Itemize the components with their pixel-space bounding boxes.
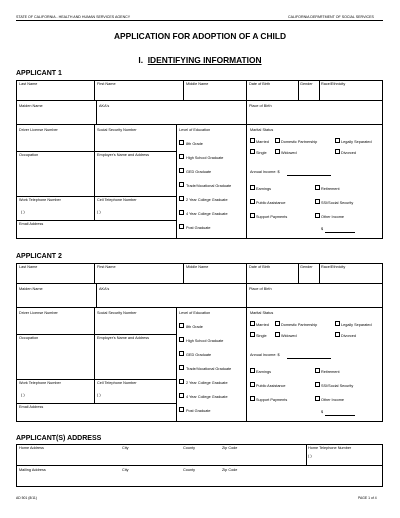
income-option: Public Assistance	[256, 384, 286, 388]
education-checkbox[interactable]	[179, 407, 184, 412]
employer-field[interactable]: Employer's Name and Address	[97, 336, 150, 340]
marital-checkbox[interactable]	[250, 149, 255, 154]
marital-checkbox[interactable]	[335, 149, 340, 154]
page-number: PAGE 1 of 4	[358, 496, 377, 500]
maiden-name-field[interactable]: Maiden Name	[19, 104, 43, 108]
education-option: 4 Year College Graduate	[186, 395, 228, 399]
marital-option: Divorced	[341, 334, 356, 338]
marital-option: Domestic Partnership	[281, 323, 318, 327]
middle-name-field[interactable]: Middle Name	[186, 82, 209, 86]
ssn-field[interactable]: Social Security Number	[97, 128, 137, 132]
address-box	[16, 444, 383, 487]
other-income-amount[interactable]: $	[321, 410, 324, 414]
income-option: Retirement	[321, 370, 340, 374]
header-department: CALIFORNIA DEPARTMENT OF SOCIAL SERVICES	[288, 15, 374, 19]
income-option: Other Income	[321, 215, 345, 219]
education-option: Trade/Vocational Graduate	[186, 367, 232, 371]
place-of-birth-field[interactable]: Place of Birth	[249, 104, 272, 108]
mailing-city-field[interactable]: City	[122, 468, 129, 472]
income-checkbox[interactable]	[250, 185, 255, 190]
marital-option: Single	[256, 334, 267, 338]
education-option: Trade/Vocational Graduate	[186, 184, 232, 188]
home-address-field[interactable]: Home Address	[19, 446, 44, 450]
section-title	[0, 55, 400, 65]
marital-checkbox[interactable]	[250, 138, 255, 143]
education-option: 8th Grade	[186, 142, 203, 146]
first-name-field[interactable]: First Name	[97, 265, 116, 269]
income-option: Earnings	[256, 370, 271, 374]
employer-field[interactable]: Employer's Name and Address	[97, 153, 150, 157]
marital-checkbox[interactable]	[250, 321, 255, 326]
income-checkbox[interactable]	[315, 382, 320, 387]
education-checkbox[interactable]	[179, 210, 184, 215]
ssn-field[interactable]: Social Security Number	[97, 311, 137, 315]
home-phone-paren: ( )	[308, 454, 312, 458]
income-checkbox[interactable]	[315, 185, 320, 190]
education-option: 2 Year College Graduate	[186, 198, 228, 202]
education-checkbox[interactable]	[179, 140, 184, 145]
marital-checkbox[interactable]	[275, 149, 280, 154]
applicant-2-box	[16, 263, 383, 422]
cell-phone-paren: ( )	[97, 210, 101, 214]
income-checkbox[interactable]	[315, 396, 320, 401]
education-checkbox[interactable]	[179, 393, 184, 398]
race-ethnicity-field[interactable]: Race/Ethnicity	[321, 82, 346, 86]
applicant-1-box	[16, 80, 383, 239]
form-number: AD 501 (8/11)	[16, 496, 37, 500]
email-field[interactable]: Email Address	[19, 222, 44, 226]
marital-status-label: Marital Status	[250, 128, 274, 132]
race-ethnicity-field[interactable]: Race/Ethnicity	[321, 265, 346, 269]
income-checkbox[interactable]	[250, 396, 255, 401]
income-checkbox[interactable]	[315, 199, 320, 204]
home-zip-field[interactable]: Zip Code	[222, 446, 238, 450]
marital-checkbox[interactable]	[335, 332, 340, 337]
cell-phone-field[interactable]: Cell Telephone Number	[97, 198, 137, 202]
occupation-field[interactable]: Occupation	[19, 336, 39, 340]
education-option: High School Graduate	[186, 339, 224, 343]
income-checkbox[interactable]	[315, 213, 320, 218]
income-option: Support Payments	[256, 398, 288, 402]
marital-status-label: Marital Status	[250, 311, 274, 315]
education-checkbox[interactable]	[179, 351, 184, 356]
annual-income-field[interactable]: Annual Income: $	[250, 353, 280, 357]
other-income-amount[interactable]: $	[321, 227, 324, 231]
mailing-zip-field[interactable]: Zip Code	[222, 468, 238, 472]
aka-field[interactable]: AKA's	[99, 104, 110, 108]
applicant-1-title: APPLICANT 1	[16, 70, 62, 77]
marital-checkbox[interactable]	[275, 138, 280, 143]
marital-option: Legally Separated	[341, 323, 372, 327]
income-checkbox[interactable]	[315, 368, 320, 373]
address-title: APPLICANT(S) ADDRESS	[16, 435, 102, 442]
education-option: Post Graduate	[186, 226, 211, 230]
education-checkbox[interactable]	[179, 154, 184, 159]
marital-option: Domestic Partnership	[281, 140, 318, 144]
education-checkbox[interactable]	[179, 323, 184, 328]
marital-checkbox[interactable]	[335, 138, 340, 143]
marital-option: Married	[256, 323, 269, 327]
income-option: SSI/Social Security	[321, 384, 354, 388]
education-option: 2 Year College Graduate	[186, 381, 228, 385]
education-checkbox[interactable]	[179, 196, 184, 201]
education-checkbox[interactable]	[179, 337, 184, 342]
income-option: Earnings	[256, 187, 271, 191]
marital-checkbox[interactable]	[275, 321, 280, 326]
education-checkbox[interactable]	[179, 379, 184, 384]
education-checkbox[interactable]	[179, 365, 184, 370]
gender-field[interactable]: Gender	[300, 82, 313, 86]
income-checkbox[interactable]	[250, 213, 255, 218]
income-option: Other Income	[321, 398, 345, 402]
education-label: Level of Education	[179, 128, 211, 132]
education-checkbox[interactable]	[179, 224, 184, 229]
income-checkbox[interactable]	[250, 368, 255, 373]
education-option: Post Graduate	[186, 409, 211, 413]
mailing-county-field[interactable]: County	[183, 468, 196, 472]
work-phone-field[interactable]: Work Telephone Number	[19, 198, 61, 202]
education-checkbox[interactable]	[179, 168, 184, 173]
income-checkbox[interactable]	[250, 199, 255, 204]
gender-field[interactable]: Gender	[300, 265, 313, 269]
marital-checkbox[interactable]	[250, 332, 255, 337]
education-checkbox[interactable]	[179, 182, 184, 187]
section-name: IDENTIFYING INFORMATION	[147, 55, 262, 65]
aka-field[interactable]: AKA's	[99, 287, 110, 291]
first-name-field[interactable]: First Name	[97, 82, 116, 86]
mailing-address-field[interactable]: Mailing Address	[19, 468, 46, 472]
marital-option: Widowed	[281, 334, 297, 338]
income-option: Public Assistance	[256, 201, 286, 205]
marital-option: Divorced	[341, 151, 356, 155]
header-rule	[16, 20, 383, 21]
education-option: High School Graduate	[186, 156, 224, 160]
date-of-birth-field[interactable]: Date of Birth	[249, 82, 271, 86]
email-field[interactable]: Email Address	[19, 405, 44, 409]
home-city-field[interactable]: City	[122, 446, 129, 450]
home-county-field[interactable]: County	[183, 446, 196, 450]
income-option: Support Payments	[256, 215, 288, 219]
section-number: I.	[138, 55, 144, 65]
income-option: Retirement	[321, 187, 340, 191]
work-phone-paren: ( )	[21, 393, 25, 397]
marital-checkbox[interactable]	[335, 321, 340, 326]
cell-phone-paren: ( )	[97, 393, 101, 397]
cell-phone-field[interactable]: Cell Telephone Number	[97, 381, 137, 385]
home-phone-field[interactable]: Home Telephone Number	[308, 446, 352, 450]
place-of-birth-field[interactable]: Place of Birth	[249, 287, 272, 291]
header-agency: STATE OF CALIFORNIA - HEALTH AND HUMAN SERVICES AGENCY	[16, 15, 131, 19]
work-phone-field[interactable]: Work Telephone Number	[19, 381, 61, 385]
last-name-field[interactable]: Last Name	[19, 82, 38, 86]
income-checkbox[interactable]	[250, 382, 255, 387]
last-name-field[interactable]: Last Name	[19, 265, 38, 269]
education-option: GED Graduate	[186, 353, 212, 357]
education-option: GED Graduate	[186, 170, 212, 174]
marital-option: Widowed	[281, 151, 297, 155]
form-title: APPLICATION FOR ADOPTION OF A CHILD	[114, 31, 286, 41]
marital-option: Legally Separated	[341, 140, 372, 144]
marital-option: Single	[256, 151, 267, 155]
applicant-2-title: APPLICANT 2	[16, 253, 62, 260]
marital-option: Married	[256, 140, 269, 144]
education-label: Level of Education	[179, 311, 211, 315]
occupation-field[interactable]: Occupation	[19, 153, 39, 157]
maiden-name-field[interactable]: Maiden Name	[19, 287, 43, 291]
education-option: 8th Grade	[186, 325, 203, 329]
income-option: SSI/Social Security	[321, 201, 354, 205]
middle-name-field[interactable]: Middle Name	[186, 265, 209, 269]
marital-checkbox[interactable]	[275, 332, 280, 337]
education-option: 4 Year College Graduate	[186, 212, 228, 216]
work-phone-paren: ( )	[21, 210, 25, 214]
annual-income-field[interactable]: Annual Income: $	[250, 170, 280, 174]
driver-license-field[interactable]: Driver License Number	[19, 128, 58, 132]
driver-license-field[interactable]: Driver License Number	[19, 311, 58, 315]
date-of-birth-field[interactable]: Date of Birth	[249, 265, 271, 269]
